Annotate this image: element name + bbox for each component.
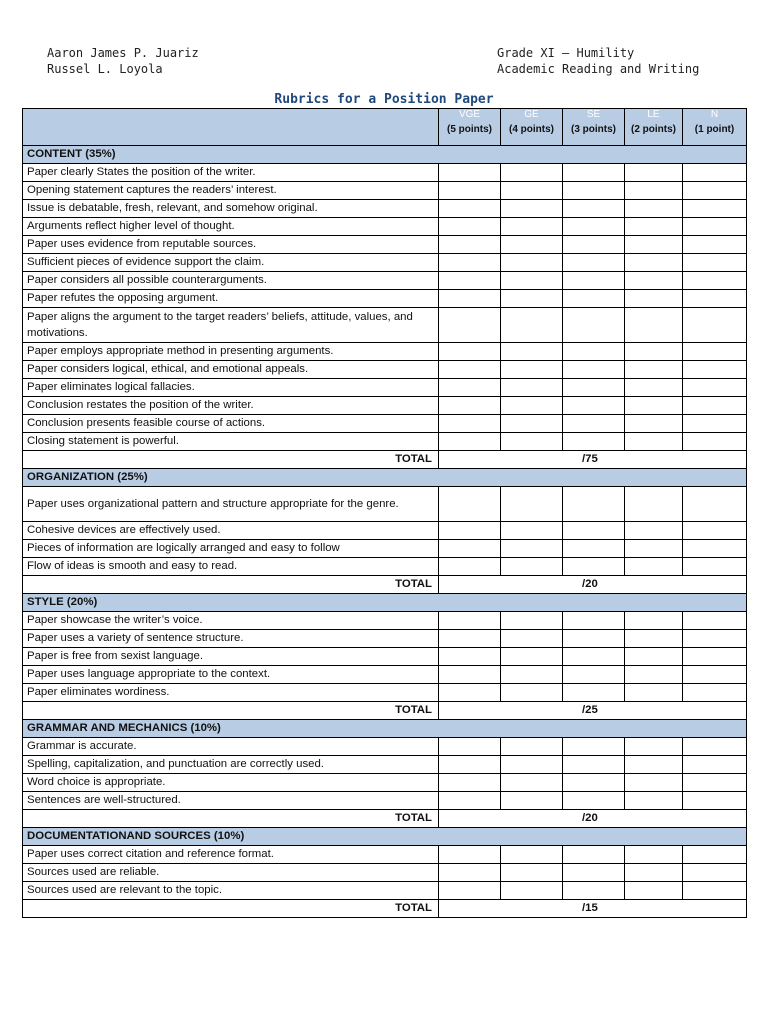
score-cell-se[interactable] (563, 164, 625, 182)
total-value: /20 (439, 810, 747, 828)
score-cell-ge[interactable] (501, 648, 563, 666)
total-label: TOTAL (23, 702, 439, 720)
score-cell-ge[interactable] (501, 218, 563, 236)
section-header-row (23, 146, 747, 164)
section-total-row (23, 900, 747, 918)
score-cell-ge[interactable] (501, 290, 563, 308)
score-cell-le[interactable] (625, 415, 683, 433)
score-cell-se[interactable] (563, 522, 625, 540)
subject-name: Academic Reading and Writing (497, 62, 700, 76)
criterion-text: Opening statement captures the readers’ interest. (23, 182, 439, 200)
score-cell-n[interactable] (683, 540, 747, 558)
score-cell-se[interactable] (563, 558, 625, 576)
score-cell-vge[interactable] (439, 684, 501, 702)
criterion-text: Sufficient pieces of evidence support the claim. (23, 254, 439, 272)
criterion-text: Paper refutes the opposing argument. (23, 290, 439, 308)
score-cell-se[interactable] (563, 290, 625, 308)
score-cell-vge[interactable] (439, 522, 501, 540)
criterion-text: Paper aligns the argument to the target readers’ beliefs, attitude, values, and motivations. (23, 308, 439, 343)
criterion-row (23, 236, 747, 254)
score-cell-se[interactable] (563, 738, 625, 756)
criterion-row (23, 290, 747, 308)
rubric-table (22, 108, 747, 918)
score-cell-vge[interactable] (439, 343, 501, 361)
criterion-text: Paper uses language appropriate to the context. (23, 666, 439, 684)
score-cell-ge[interactable] (501, 164, 563, 182)
criterion-row (23, 540, 747, 558)
criterion-text: Paper employs appropriate method in presenting arguments. (23, 343, 439, 361)
criterion-text: Arguments reflect higher level of thought. (23, 218, 439, 236)
score-cell-se[interactable] (563, 540, 625, 558)
score-cell-le[interactable] (625, 290, 683, 308)
score-cell-vge[interactable] (439, 200, 501, 218)
criterion-row (23, 308, 747, 343)
score-cell-ge[interactable] (501, 361, 563, 379)
score-cell-vge[interactable] (439, 882, 501, 900)
criterion-row (23, 738, 747, 756)
score-cell-n[interactable] (683, 630, 747, 648)
section-header-row (23, 594, 747, 612)
criterion-text: Spelling, capitalization, and punctuation are correctly used. (23, 756, 439, 774)
score-cell-le[interactable] (625, 864, 683, 882)
score-cell-se[interactable] (563, 612, 625, 630)
score-cell-ge[interactable] (501, 236, 563, 254)
criterion-row (23, 864, 747, 882)
score-cell-se[interactable] (563, 254, 625, 272)
score-cell-ge[interactable] (501, 882, 563, 900)
section-header-row (23, 828, 747, 846)
scale-points: (4 points) (509, 124, 554, 135)
score-cell-vge[interactable] (439, 738, 501, 756)
document-title: Rubrics for a Position Paper (274, 92, 494, 107)
score-cell-le[interactable] (625, 774, 683, 792)
score-cell-n[interactable] (683, 882, 747, 900)
score-cell-se[interactable] (563, 397, 625, 415)
criterion-row (23, 846, 747, 864)
score-cell-le[interactable] (625, 666, 683, 684)
section-total-row (23, 451, 747, 469)
criterion-row (23, 648, 747, 666)
score-cell-vge[interactable] (439, 290, 501, 308)
score-cell-se[interactable] (563, 882, 625, 900)
rubric-body (23, 146, 747, 918)
scale-points: (3 points) (571, 124, 616, 135)
score-cell-vge[interactable] (439, 864, 501, 882)
score-cell-vge[interactable] (439, 218, 501, 236)
criterion-row (23, 200, 747, 218)
score-cell-vge[interactable] (439, 379, 501, 397)
score-cell-le[interactable] (625, 343, 683, 361)
scale-points: (2 points) (631, 124, 676, 135)
criterion-row (23, 415, 747, 433)
score-cell-n[interactable] (683, 666, 747, 684)
student-name: Aaron James P. Juariz (47, 46, 199, 60)
criterion-text: Paper showcase the writer’s voice. (23, 612, 439, 630)
criterion-text: Paper is free from sexist language. (23, 648, 439, 666)
criterion-row (23, 379, 747, 397)
criterion-text: Conclusion presents feasible course of actions. (23, 415, 439, 433)
total-label: TOTAL (23, 900, 439, 918)
score-cell-vge[interactable] (439, 487, 501, 522)
score-cell-se[interactable] (563, 684, 625, 702)
score-cell-le[interactable] (625, 540, 683, 558)
criterion-row (23, 882, 747, 900)
total-value: /25 (439, 702, 747, 720)
score-cell-ge[interactable] (501, 774, 563, 792)
criterion-row (23, 666, 747, 684)
score-cell-ge[interactable] (501, 397, 563, 415)
criterion-row (23, 774, 747, 792)
criterion-text: Paper uses correct citation and reference format. (23, 846, 439, 864)
score-cell-se[interactable] (563, 756, 625, 774)
score-cell-se[interactable] (563, 864, 625, 882)
criterion-text: Paper considers all possible counterarguments. (23, 272, 439, 290)
score-cell-vge[interactable] (439, 558, 501, 576)
scale-code: GE (524, 109, 539, 120)
section-header-row (23, 720, 747, 738)
criterion-row (23, 558, 747, 576)
score-cell-n[interactable] (683, 379, 747, 397)
scale-header-le (625, 109, 683, 146)
score-cell-vge[interactable] (439, 254, 501, 272)
score-cell-ge[interactable] (501, 738, 563, 756)
score-cell-le[interactable] (625, 558, 683, 576)
score-cell-vge[interactable] (439, 308, 501, 343)
score-cell-se[interactable] (563, 487, 625, 522)
score-cell-se[interactable] (563, 666, 625, 684)
score-cell-le[interactable] (625, 200, 683, 218)
criterion-text: Sources used are reliable. (23, 864, 439, 882)
score-cell-se[interactable] (563, 433, 625, 451)
section-title: ORGANIZATION (25%) (23, 469, 747, 487)
score-cell-vge[interactable] (439, 397, 501, 415)
scale-code: SE (586, 109, 601, 120)
criterion-text: Cohesive devices are effectively used. (23, 522, 439, 540)
score-cell-se[interactable] (563, 218, 625, 236)
score-cell-ge[interactable] (501, 522, 563, 540)
criterion-text: Issue is debatable, fresh, relevant, and somehow original. (23, 200, 439, 218)
scale-header-vge (439, 109, 501, 146)
score-cell-ge[interactable] (501, 756, 563, 774)
score-cell-se[interactable] (563, 200, 625, 218)
section-header-row (23, 469, 747, 487)
score-cell-se[interactable] (563, 792, 625, 810)
criterion-row (23, 397, 747, 415)
criterion-text: Sentences are well-structured. (23, 792, 439, 810)
score-cell-se[interactable] (563, 272, 625, 290)
score-cell-n[interactable] (683, 308, 747, 343)
score-cell-n[interactable] (683, 182, 747, 200)
score-cell-se[interactable] (563, 361, 625, 379)
score-cell-ge[interactable] (501, 272, 563, 290)
score-cell-ge[interactable] (501, 864, 563, 882)
criterion-text: Paper uses evidence from reputable sources. (23, 236, 439, 254)
score-cell-se[interactable] (563, 343, 625, 361)
score-cell-vge[interactable] (439, 648, 501, 666)
score-cell-vge[interactable] (439, 164, 501, 182)
score-cell-n[interactable] (683, 648, 747, 666)
score-cell-ge[interactable] (501, 433, 563, 451)
score-cell-se[interactable] (563, 648, 625, 666)
scale-points: (5 points) (447, 124, 492, 135)
score-cell-ge[interactable] (501, 182, 563, 200)
score-cell-vge[interactable] (439, 612, 501, 630)
scale-code: N (710, 109, 719, 120)
criterion-text: Closing statement is powerful. (23, 433, 439, 451)
score-cell-vge[interactable] (439, 182, 501, 200)
score-cell-n[interactable] (683, 684, 747, 702)
score-cell-n[interactable] (683, 218, 747, 236)
score-cell-vge[interactable] (439, 540, 501, 558)
score-cell-le[interactable] (625, 792, 683, 810)
class-info (497, 45, 699, 77)
section-title: STYLE (20%) (23, 594, 747, 612)
criterion-text: Paper clearly States the position of the writer. (23, 164, 439, 182)
criterion-text: Paper uses organizational pattern and structure appropriate for the genre. (23, 487, 439, 522)
score-cell-n[interactable] (683, 290, 747, 308)
score-cell-n[interactable] (683, 415, 747, 433)
score-cell-le[interactable] (625, 846, 683, 864)
score-cell-vge[interactable] (439, 630, 501, 648)
score-cell-le[interactable] (625, 648, 683, 666)
score-cell-ge[interactable] (501, 630, 563, 648)
score-cell-n[interactable] (683, 397, 747, 415)
criterion-text: Paper considers logical, ethical, and emotional appeals. (23, 361, 439, 379)
score-cell-n[interactable] (683, 756, 747, 774)
section-total-row (23, 702, 747, 720)
section-title: GRAMMAR AND MECHANICS (10%) (23, 720, 747, 738)
score-cell-le[interactable] (625, 612, 683, 630)
score-cell-ge[interactable] (501, 415, 563, 433)
score-cell-ge[interactable] (501, 308, 563, 343)
total-label: TOTAL (23, 451, 439, 469)
criterion-row (23, 164, 747, 182)
score-cell-ge[interactable] (501, 540, 563, 558)
criterion-text: Word choice is appropriate. (23, 774, 439, 792)
score-cell-vge[interactable] (439, 774, 501, 792)
section-total-row (23, 576, 747, 594)
total-value: /15 (439, 900, 747, 918)
score-cell-n[interactable] (683, 774, 747, 792)
scale-code: LE (647, 109, 660, 120)
criterion-row (23, 522, 747, 540)
score-cell-n[interactable] (683, 792, 747, 810)
score-cell-le[interactable] (625, 182, 683, 200)
total-label: TOTAL (23, 576, 439, 594)
criterion-row (23, 254, 747, 272)
score-cell-ge[interactable] (501, 792, 563, 810)
section-total-row (23, 810, 747, 828)
score-cell-le[interactable] (625, 433, 683, 451)
score-cell-vge[interactable] (439, 846, 501, 864)
criterion-text: Paper eliminates wordiness. (23, 684, 439, 702)
criterion-text: Flow of ideas is smooth and easy to read. (23, 558, 439, 576)
score-cell-n[interactable] (683, 343, 747, 361)
score-cell-le[interactable] (625, 522, 683, 540)
score-cell-n[interactable] (683, 846, 747, 864)
score-cell-le[interactable] (625, 236, 683, 254)
score-cell-ge[interactable] (501, 379, 563, 397)
score-cell-vge[interactable] (439, 792, 501, 810)
score-cell-ge[interactable] (501, 846, 563, 864)
score-cell-se[interactable] (563, 415, 625, 433)
criterion-row (23, 684, 747, 702)
scale-points: (1 point) (694, 124, 735, 135)
student-name: Russel L. Loyola (47, 62, 163, 76)
score-cell-le[interactable] (625, 756, 683, 774)
criterion-text: Sources used are relevant to the topic. (23, 882, 439, 900)
score-cell-se[interactable] (563, 182, 625, 200)
score-cell-ge[interactable] (501, 666, 563, 684)
score-cell-n[interactable] (683, 361, 747, 379)
score-cell-ge[interactable] (501, 200, 563, 218)
score-cell-le[interactable] (625, 630, 683, 648)
criterion-row (23, 630, 747, 648)
score-cell-se[interactable] (563, 774, 625, 792)
score-cell-vge[interactable] (439, 272, 501, 290)
criteria-header (23, 109, 439, 146)
score-cell-le[interactable] (625, 684, 683, 702)
score-cell-vge[interactable] (439, 361, 501, 379)
score-cell-le[interactable] (625, 254, 683, 272)
section-title: DOCUMENTATIONAND SOURCES (10%) (23, 828, 747, 846)
score-cell-ge[interactable] (501, 612, 563, 630)
criterion-row (23, 433, 747, 451)
score-cell-le[interactable] (625, 379, 683, 397)
score-cell-n[interactable] (683, 272, 747, 290)
score-cell-le[interactable] (625, 882, 683, 900)
scale-header-row (23, 109, 747, 146)
score-cell-se[interactable] (563, 379, 625, 397)
score-cell-le[interactable] (625, 164, 683, 182)
scale-header-ge (501, 109, 563, 146)
score-cell-vge[interactable] (439, 415, 501, 433)
score-cell-ge[interactable] (501, 558, 563, 576)
scale-code: VGE (458, 109, 481, 120)
criterion-text: Paper eliminates logical fallacies. (23, 379, 439, 397)
score-cell-le[interactable] (625, 397, 683, 415)
criterion-row (23, 218, 747, 236)
student-names (47, 45, 199, 77)
score-cell-le[interactable] (625, 308, 683, 343)
grade-section: Grade XI – Humility (497, 46, 635, 60)
score-cell-n[interactable] (683, 864, 747, 882)
criterion-row (23, 361, 747, 379)
score-cell-ge[interactable] (501, 343, 563, 361)
score-cell-vge[interactable] (439, 666, 501, 684)
score-cell-se[interactable] (563, 630, 625, 648)
score-cell-n[interactable] (683, 200, 747, 218)
score-cell-se[interactable] (563, 308, 625, 343)
score-cell-n[interactable] (683, 522, 747, 540)
score-cell-n[interactable] (683, 236, 747, 254)
criterion-row (23, 612, 747, 630)
score-cell-se[interactable] (563, 236, 625, 254)
criterion-row (23, 182, 747, 200)
score-cell-n[interactable] (683, 558, 747, 576)
score-cell-vge[interactable] (439, 433, 501, 451)
score-cell-n[interactable] (683, 738, 747, 756)
score-cell-n[interactable] (683, 164, 747, 182)
criterion-row (23, 756, 747, 774)
score-cell-ge[interactable] (501, 254, 563, 272)
score-cell-le[interactable] (625, 361, 683, 379)
scale-header-se (563, 109, 625, 146)
section-title: CONTENT (35%) (23, 146, 747, 164)
score-cell-ge[interactable] (501, 487, 563, 522)
score-cell-le[interactable] (625, 487, 683, 522)
score-cell-n[interactable] (683, 487, 747, 522)
total-label: TOTAL (23, 810, 439, 828)
criterion-text: Paper uses a variety of sentence structure. (23, 630, 439, 648)
scale-header-n (683, 109, 747, 146)
criterion-text: Grammar is accurate. (23, 738, 439, 756)
score-cell-le[interactable] (625, 738, 683, 756)
criterion-row (23, 343, 747, 361)
total-value: /20 (439, 576, 747, 594)
score-cell-se[interactable] (563, 846, 625, 864)
score-cell-n[interactable] (683, 612, 747, 630)
score-cell-vge[interactable] (439, 236, 501, 254)
criterion-text: Pieces of information are logically arranged and easy to follow (23, 540, 439, 558)
criterion-row (23, 792, 747, 810)
score-cell-vge[interactable] (439, 756, 501, 774)
score-cell-le[interactable] (625, 218, 683, 236)
criterion-row (23, 272, 747, 290)
criterion-row (23, 487, 747, 522)
total-value: /75 (439, 451, 747, 469)
score-cell-n[interactable] (683, 254, 747, 272)
score-cell-n[interactable] (683, 433, 747, 451)
score-cell-le[interactable] (625, 272, 683, 290)
criterion-text: Conclusion restates the position of the writer. (23, 397, 439, 415)
score-cell-ge[interactable] (501, 684, 563, 702)
